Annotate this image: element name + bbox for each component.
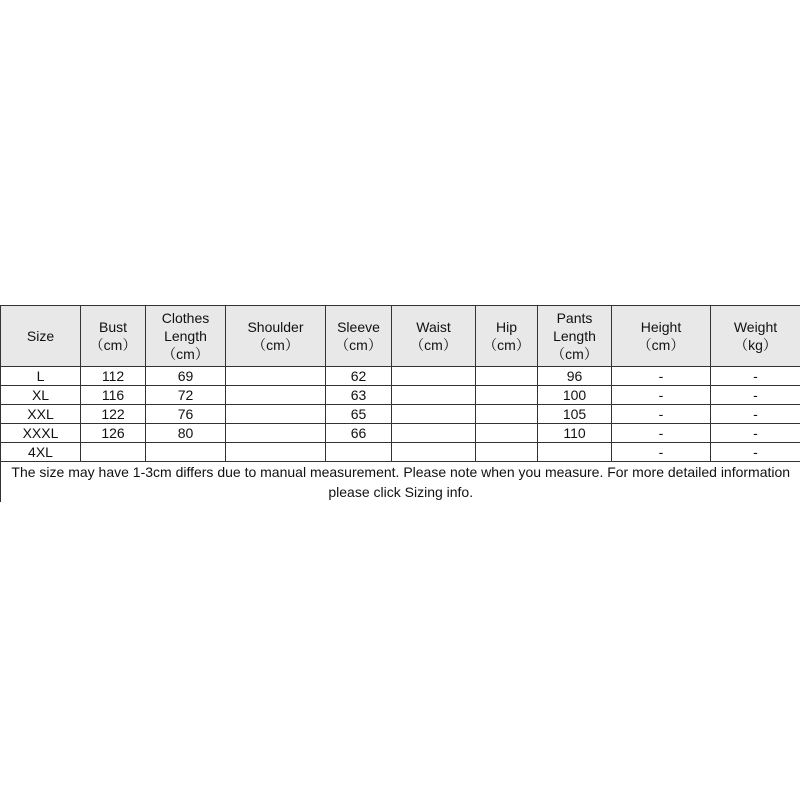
table-cell bbox=[392, 443, 476, 462]
header-clothes-length-label-2: Length bbox=[164, 328, 207, 344]
table-cell: - bbox=[711, 367, 800, 386]
header-bust bbox=[81, 306, 146, 367]
table-cell: 100 bbox=[538, 386, 612, 405]
header-weight-unit: （kg） bbox=[734, 337, 777, 353]
table-cell bbox=[476, 443, 538, 462]
header-shoulder-label: Shoulder bbox=[247, 319, 304, 335]
table-cell bbox=[392, 405, 476, 424]
header-height bbox=[612, 306, 711, 367]
table-cell bbox=[476, 367, 538, 386]
header-weight-label: Weight bbox=[733, 319, 778, 335]
table-cell bbox=[81, 443, 146, 462]
table-cell: 72 bbox=[146, 386, 226, 405]
table-row bbox=[1, 424, 800, 443]
header-waist-label: Waist bbox=[416, 319, 451, 335]
table-cell: 110 bbox=[538, 424, 612, 443]
table-cell bbox=[146, 443, 226, 462]
table-cell bbox=[392, 367, 476, 386]
table-row bbox=[1, 405, 800, 424]
table-cell: 116 bbox=[81, 386, 146, 405]
header-hip-unit: （cm） bbox=[483, 337, 530, 353]
header-sleeve-unit: （cm） bbox=[335, 337, 382, 353]
table-cell: 126 bbox=[81, 424, 146, 443]
table-row bbox=[1, 386, 800, 405]
table-cell bbox=[226, 424, 326, 443]
table-cell: - bbox=[612, 386, 711, 405]
header-pants-length bbox=[538, 306, 612, 367]
table-cell: 112 bbox=[81, 367, 146, 386]
header-height-unit: （cm） bbox=[637, 337, 685, 353]
table-cell: 65 bbox=[326, 405, 392, 424]
table-cell: 66 bbox=[326, 424, 392, 443]
note-row bbox=[1, 462, 800, 503]
table-cell: - bbox=[612, 443, 711, 462]
header-sleeve bbox=[326, 306, 392, 367]
table-cell: L bbox=[1, 367, 81, 386]
table-cell: 4XL bbox=[1, 443, 81, 462]
table-cell: 69 bbox=[146, 367, 226, 386]
header-pants-length-label-1: Pants bbox=[556, 310, 593, 326]
size-table bbox=[0, 305, 800, 502]
header-pants-length-label-2: Length bbox=[553, 328, 596, 344]
table-cell: 80 bbox=[146, 424, 226, 443]
table-cell: 63 bbox=[326, 386, 392, 405]
table-cell bbox=[226, 386, 326, 405]
header-bust-label: Bust bbox=[98, 319, 127, 335]
table-cell bbox=[226, 367, 326, 386]
header-shoulder-unit: （cm） bbox=[252, 337, 299, 353]
header-size-label: Size bbox=[26, 328, 55, 344]
table-row bbox=[1, 443, 800, 462]
table-cell bbox=[476, 386, 538, 405]
header-clothes-length bbox=[146, 306, 226, 367]
header-weight bbox=[711, 306, 800, 367]
table-cell bbox=[476, 424, 538, 443]
table-cell: - bbox=[711, 405, 800, 424]
header-waist bbox=[392, 306, 476, 367]
header-sleeve-label: Sleeve bbox=[337, 319, 380, 335]
header-bust-unit: （cm） bbox=[89, 337, 137, 353]
table-cell: - bbox=[711, 424, 800, 443]
table-cell: - bbox=[711, 386, 800, 405]
header-clothes-length-unit: （cm） bbox=[162, 346, 209, 362]
table-cell: XXXL bbox=[1, 424, 81, 443]
table-cell bbox=[226, 405, 326, 424]
table-cell bbox=[326, 443, 392, 462]
size-note: The size may have 1-3cm differs due to manual measurement. Please note when you measure. For more detailed information please click Sizing info. bbox=[1, 462, 800, 503]
header-shoulder bbox=[226, 306, 326, 367]
header-size bbox=[1, 306, 81, 367]
table-cell: 76 bbox=[146, 405, 226, 424]
table-cell: - bbox=[711, 443, 800, 462]
table-cell: 62 bbox=[326, 367, 392, 386]
table-cell bbox=[392, 424, 476, 443]
table-cell bbox=[538, 443, 612, 462]
header-hip bbox=[476, 306, 538, 367]
header-row bbox=[1, 306, 800, 367]
table-cell bbox=[476, 405, 538, 424]
header-waist-unit: （cm） bbox=[410, 337, 457, 353]
table-cell: XXL bbox=[1, 405, 81, 424]
header-height-label: Height bbox=[640, 319, 682, 335]
header-hip-label: Hip bbox=[495, 319, 517, 335]
size-chart bbox=[0, 305, 800, 502]
table-cell: - bbox=[612, 367, 711, 386]
header-clothes-length-label-1: Clothes bbox=[161, 310, 210, 326]
table-cell bbox=[226, 443, 326, 462]
table-cell: - bbox=[612, 405, 711, 424]
table-cell: 96 bbox=[538, 367, 612, 386]
table-row bbox=[1, 367, 800, 386]
table-cell bbox=[392, 386, 476, 405]
table-cell: 105 bbox=[538, 405, 612, 424]
table-cell: XL bbox=[1, 386, 81, 405]
table-cell: 122 bbox=[81, 405, 146, 424]
header-pants-length-unit: （cm） bbox=[551, 346, 598, 362]
table-cell: - bbox=[612, 424, 711, 443]
